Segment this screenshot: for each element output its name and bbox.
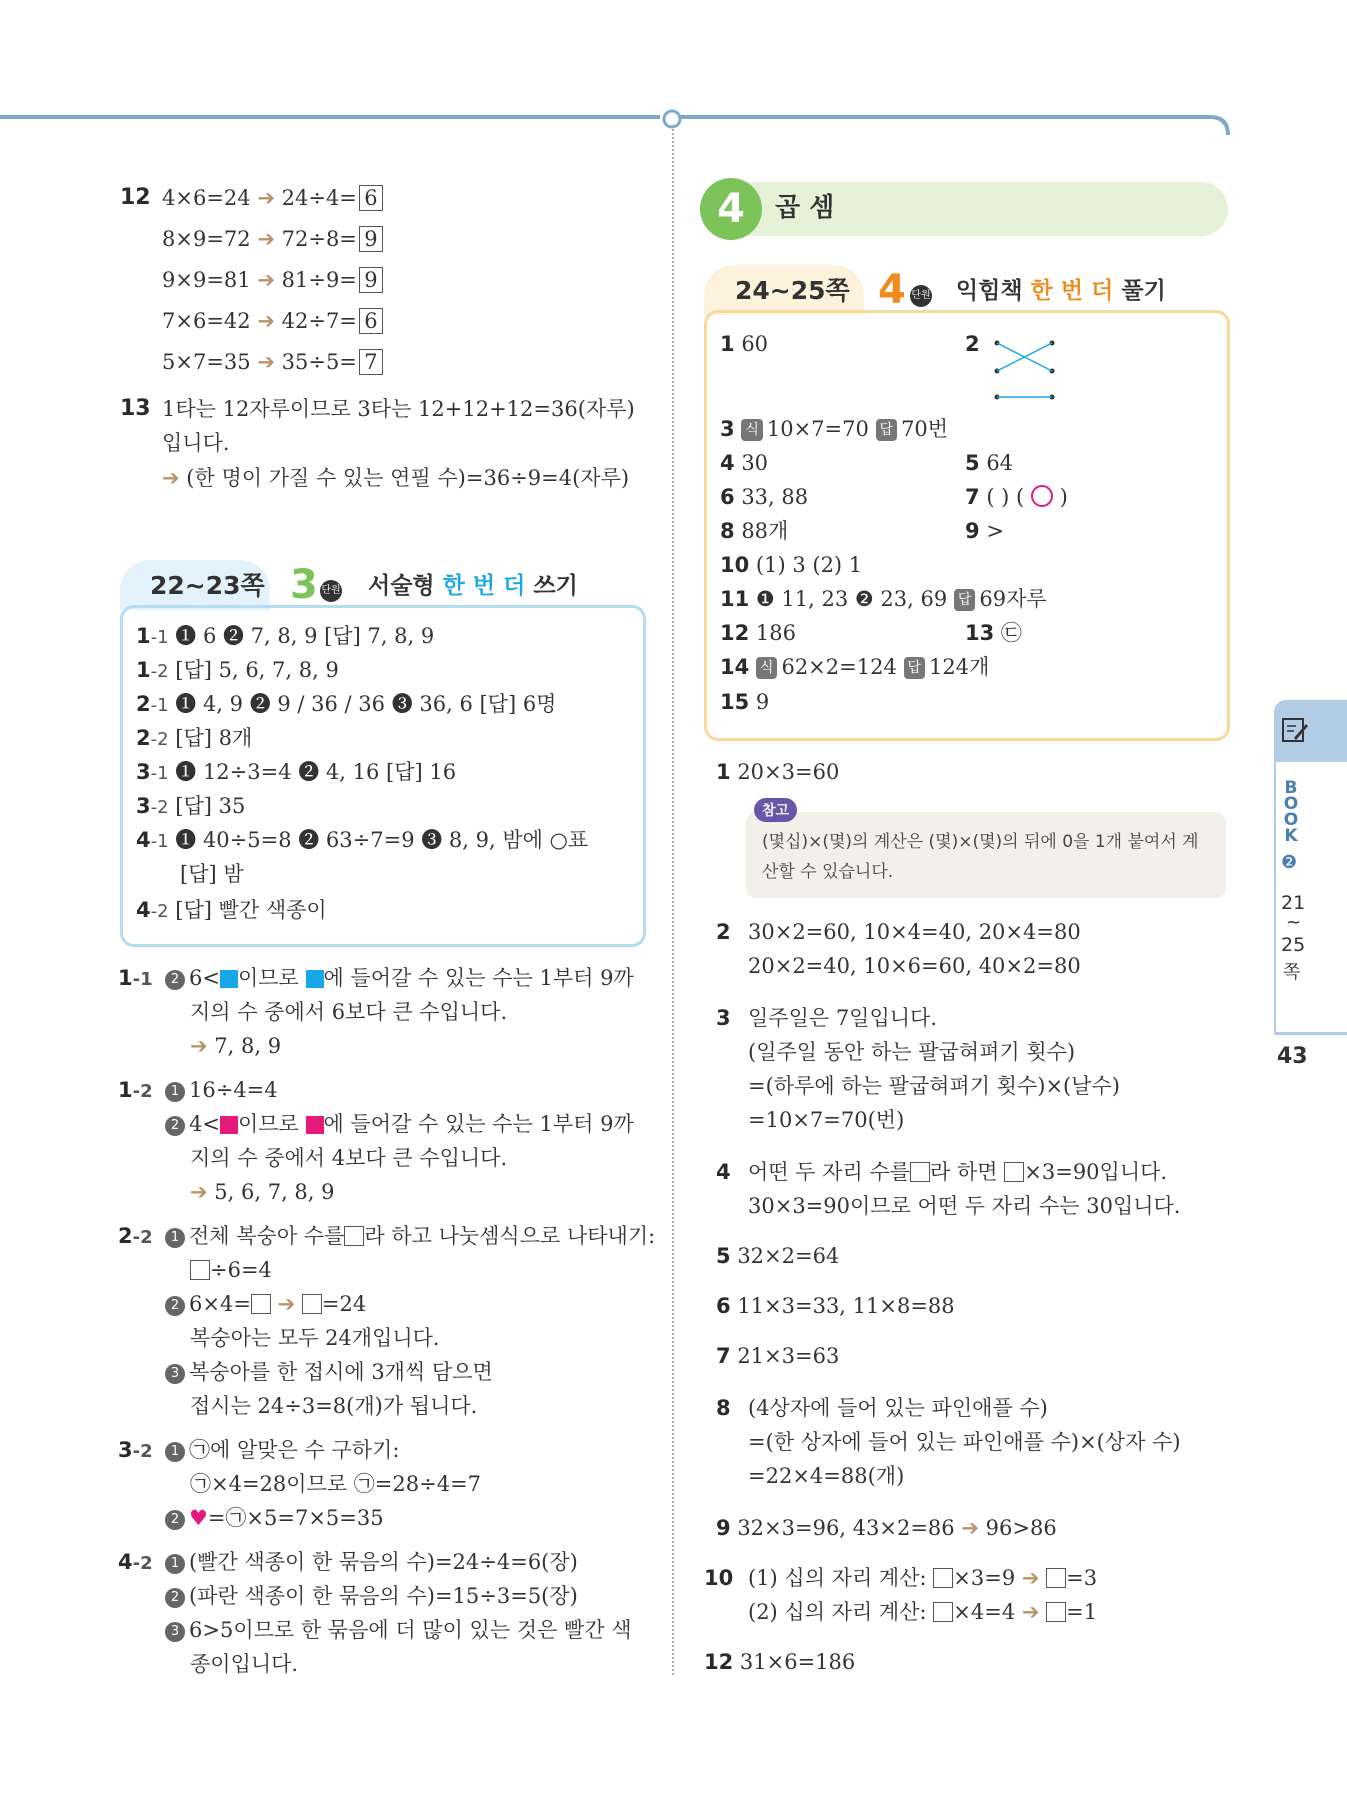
section-pages: 22~23쪽 [150, 571, 265, 600]
question-number: 1 [716, 760, 731, 784]
row-number: 1 [136, 624, 151, 648]
solution-text: 32×2=64 [737, 1244, 840, 1268]
explanation-text: 접시는 24÷3=8(개)가 됩니다. [190, 1394, 478, 1418]
blank-square-icon [251, 1294, 271, 1314]
answer-row [136, 654, 339, 688]
answer-item: 3 식 10×7=70 답 70번 [720, 417, 949, 441]
equation: 8×9=72 [162, 227, 251, 251]
solution-text: =(하루에 하는 팔굽혀펴기 횟수)×(날수) [748, 1074, 1120, 1098]
answer-item: 14 식 62×2=124 답 124개 [720, 655, 990, 679]
blank-square-icon [933, 1602, 953, 1622]
text: 4< [189, 1112, 220, 1136]
text: 전체 복숭아 수를 [189, 1224, 345, 1248]
answer-row [136, 620, 434, 654]
answer-value: 62×2=124 [781, 655, 897, 679]
section-title-highlight: 한 번 더 [442, 573, 526, 599]
answer-value: ) [1059, 485, 1068, 509]
arrow-icon: ➔ [1021, 1566, 1040, 1590]
text: ×4=4 [953, 1600, 1016, 1624]
row-sub: -2 [150, 729, 169, 750]
arrow-icon: ➔ [257, 268, 275, 292]
question-number: 10 [704, 1566, 734, 1590]
solution-text: 21×3=63 [737, 1344, 840, 1368]
section-title [956, 275, 1166, 307]
question-number: 4 [716, 1160, 731, 1184]
answer-tag: 답 [876, 419, 898, 441]
text: ×3=9 [953, 1566, 1016, 1590]
answer-row [136, 790, 245, 824]
heart-icon: ♥ [189, 1506, 208, 1530]
row-text: ❶ 12÷3=4 ❷ 4, 16 [답] 16 [175, 760, 457, 784]
explanation-line [165, 1288, 366, 1320]
answer-row [180, 858, 244, 890]
solution-text: 32×3=96, 43×2=86 [737, 1516, 955, 1540]
arrow-icon: ➔ [257, 309, 275, 333]
answer-item: 12 186 [720, 621, 797, 645]
text: 6< [189, 966, 220, 990]
section-title-part: 익힘책 [956, 278, 1023, 304]
text: 라 하면 [930, 1160, 998, 1184]
row-number: 2 [136, 726, 151, 750]
question-number: 1-2 [118, 1078, 153, 1102]
explanation-text: 지의 수 중에서 4보다 큰 수입니다. [190, 1146, 508, 1170]
arrow-icon: ➔ [1021, 1600, 1040, 1624]
edit-note-icon [1280, 716, 1310, 746]
text: ×3=90입니다. [1024, 1160, 1168, 1184]
explanation-text: 지의 수 중에서 6보다 큰 수입니다. [190, 1000, 508, 1024]
section-title-part: 풀기 [1121, 278, 1166, 304]
question-number: 1-1 [118, 966, 153, 990]
answer-tag: 답 [904, 657, 926, 679]
question-number: 3 [716, 1006, 731, 1030]
text: (빨간 색종이 한 묶음의 수)=24÷4=6(장) [189, 1550, 578, 1574]
solution-text: (4상자에 들어 있는 파인애플 수) [748, 1396, 1048, 1420]
solution-line [748, 1156, 1167, 1188]
equation: 9×9=81 [162, 268, 251, 292]
answer-value: 64 [986, 451, 1014, 475]
question-number: 13 [120, 396, 151, 421]
step-2-icon: 2 [165, 1510, 185, 1530]
blank-square-icon [1046, 1568, 1066, 1588]
step-1-icon: 1 [165, 1228, 185, 1248]
top-border-line [0, 105, 1240, 145]
page-range-unit: 쪽 [1283, 962, 1301, 983]
text: =㉠×5=7×5=35 [207, 1506, 384, 1530]
text: =1 [1066, 1600, 1098, 1624]
row-sub: -1 [150, 627, 169, 648]
text: 5, 6, 7, 8, 9 [214, 1180, 335, 1204]
text: (파란 색종이 한 묶음의 수)=15÷3=5(장) [189, 1584, 578, 1608]
page-number-divider [1274, 1032, 1347, 1035]
step-1-icon: 1 [165, 1442, 185, 1462]
explanation-line [165, 962, 634, 994]
explanation-line [165, 1108, 634, 1140]
explanation-line [190, 1254, 272, 1286]
answer-value: 33, 88 [741, 485, 809, 509]
text: 이므로 [237, 1112, 299, 1136]
unit-number: 3 [290, 562, 318, 608]
text: (2) 십의 자리 계산: [748, 1600, 927, 1624]
chapter-number-badge: 4 [700, 178, 762, 240]
arrow-icon: ➔ [190, 1180, 208, 1204]
text: 복숭아를 한 접시에 3개씩 담으면 [189, 1360, 493, 1384]
solution-text: =22×4=88(개) [748, 1464, 905, 1488]
answer-value: 186 [755, 621, 797, 645]
row-text: [답] 35 [175, 794, 246, 818]
answer-value: ㉢ [1000, 621, 1022, 645]
row-sub: -1 [150, 831, 169, 852]
step-2-icon: 2 [165, 1116, 185, 1136]
answer-tag: 답 [954, 589, 976, 611]
explanation-line [165, 1546, 578, 1578]
text: 16÷4=4 [189, 1078, 278, 1102]
solution-6: 6 11×3=33, 11×8=88 [716, 1294, 955, 1318]
answer-item: 9 > [965, 519, 1004, 543]
unit-number: 4 [878, 267, 906, 313]
step-1-icon: 1 [165, 1082, 185, 1102]
row-text: [답] 빨간 색종이 [175, 898, 327, 922]
answer-row [136, 824, 588, 858]
text: 6×4= [189, 1292, 251, 1316]
step-2-icon: 2 [165, 1296, 185, 1316]
explanation-line [165, 1580, 578, 1612]
solution-text: 20×3=60 [737, 760, 840, 784]
answer-item: 15 9 [720, 690, 770, 714]
solution-1 [716, 756, 839, 788]
step-1-icon: 1 [165, 1554, 185, 1574]
explanation-line [165, 1502, 384, 1534]
row-text: [답] 밤 [180, 862, 244, 886]
question-number: 3-2 [118, 1438, 153, 1462]
blank-square-icon [190, 1260, 210, 1280]
answer-item: 5 64 [965, 451, 1014, 475]
row-number: 3 [136, 794, 151, 818]
solution-line [748, 1596, 1097, 1628]
question-number: 2 [716, 920, 731, 944]
arrow-icon: ➔ [277, 1292, 296, 1316]
solution-text: (한 명이 가질 수 있는 연필 수)=36÷9=4(자루) [186, 466, 630, 490]
answer-box: 6 [359, 308, 383, 334]
unit-label-badge: 단원 [910, 285, 932, 307]
answer-box: 7 [359, 349, 383, 375]
section-title [368, 570, 578, 602]
text: ㉠에 알맞은 수 구하기: [189, 1438, 400, 1462]
section-title-part: 쓰기 [533, 573, 578, 599]
row-number: 2 [136, 692, 151, 716]
answer-value: 30 [741, 451, 769, 475]
row-text: [답] 5, 6, 7, 8, 9 [175, 658, 339, 682]
text: 라 하고 나눗셈식으로 나타내기: [364, 1224, 656, 1248]
answer-item: 11 ❶ 11, 23 ❷ 23, 69 답 69자루 [720, 587, 1047, 611]
row-text: ❶ 6 ❷ 7, 8, 9 [답] 7, 8, 9 [175, 624, 435, 648]
row-text: [답] 8개 [175, 726, 253, 750]
answer-value: 70번 [901, 417, 949, 441]
answer-value: 69자루 [979, 587, 1047, 611]
equation-row [162, 305, 383, 337]
blank-square-icon [1046, 1602, 1066, 1622]
row-number: 4 [136, 898, 151, 922]
division: 24÷4= [281, 186, 357, 210]
equation: 5×7=35 [162, 350, 251, 374]
question-number: 4-2 [118, 1550, 153, 1574]
division: 81÷9= [281, 268, 357, 292]
explanation-text: 복숭아는 모두 24개입니다. [190, 1326, 440, 1350]
equation-row [162, 223, 383, 255]
blank-square-icon [344, 1226, 364, 1246]
formula-tag: 식 [756, 657, 778, 679]
answer-row [136, 894, 327, 928]
row-sub: -2 [150, 661, 169, 682]
text: 에 들어갈 수 있는 수는 1부터 9까 [323, 1112, 634, 1136]
chapter-title: 곱 셈 [775, 193, 835, 223]
equation: 7×6=42 [162, 309, 251, 333]
section-pages: 24~25쪽 [735, 276, 850, 305]
note-tag: 참고 [754, 798, 797, 822]
answer-row [136, 722, 252, 756]
solution-12: 12 31×6=186 [704, 1650, 856, 1674]
solution-5: 5 32×2=64 [716, 1244, 840, 1268]
section-title-highlight: 한 번 더 [1030, 278, 1114, 304]
book-number: ❷ [1281, 852, 1298, 873]
blank-square-icon [1004, 1162, 1024, 1182]
answer-value: (1) 3 (2) 1 [755, 553, 863, 577]
equation: 4×6=24 [162, 186, 251, 210]
blank-square-icon [306, 970, 324, 988]
question-number: 12 [120, 185, 151, 210]
text: 이므로 [237, 966, 299, 990]
answer-box: 6 [359, 185, 383, 211]
answer-value: 10×7=70 [766, 417, 869, 441]
answer-value: 88개 [741, 519, 789, 543]
note-text: (몇십)×(몇)의 계산은 (몇)×(몇)의 뒤에 0을 1개 붙여서 계 [762, 832, 1199, 852]
blank-square-icon [910, 1162, 930, 1182]
solution-text: 96>86 [985, 1516, 1057, 1540]
solution-text: 20×2=40, 10×6=60, 40×2=80 [748, 954, 1081, 978]
solution-text: 30×2=60, 10×4=40, 20×4=80 [748, 920, 1081, 944]
answer-item: 7 ( ) ( ) [965, 485, 1068, 509]
page-range-end: 25 [1281, 934, 1306, 956]
equation-row [162, 264, 383, 296]
solution-text: 31×6=186 [739, 1650, 856, 1674]
answer-item: 6 33, 88 [720, 485, 809, 509]
row-sub: -1 [150, 763, 169, 784]
text: 6>5이므로 한 묶음에 더 많이 있는 것은 빨간 색 [189, 1618, 632, 1642]
arrow-icon: ➔ [162, 466, 180, 490]
answer-value: 124개 [929, 655, 990, 679]
solution-line [162, 462, 629, 494]
row-number: 4 [136, 828, 151, 852]
answer-item: 13 ㉢ [965, 621, 1022, 645]
arrow-icon: ➔ [257, 227, 275, 251]
row-sub: -2 [150, 901, 169, 922]
row-text: ❶ 4, 9 ❷ 9 / 36 / 36 ❸ 36, 6 [답] 6명 [175, 692, 557, 716]
answer-item: 10 (1) 3 (2) 1 [720, 553, 863, 577]
blank-square-icon [933, 1568, 953, 1588]
explanation-line [190, 1176, 335, 1208]
step-2-icon: 2 [165, 970, 185, 990]
answer-value: ( ) ( [986, 485, 1025, 509]
explanation-text: 종이입니다. [190, 1652, 299, 1676]
answer-box: 9 [359, 267, 383, 293]
arrow-icon: ➔ [190, 1034, 208, 1058]
row-sub: -2 [150, 797, 169, 818]
text: =24 [321, 1292, 367, 1316]
text: 에 들어갈 수 있는 수는 1부터 9까 [323, 966, 634, 990]
text: (1) 십의 자리 계산: [748, 1566, 927, 1590]
row-sub: -1 [150, 695, 169, 716]
note-text: 산할 수 있습니다. [762, 862, 894, 882]
arrow-icon: ➔ [257, 186, 275, 210]
answer-item: 1 60 [720, 332, 769, 356]
solution-text: 입니다. [162, 431, 230, 455]
question-number: 8 [716, 1396, 731, 1420]
column-divider [672, 125, 674, 1675]
explanation-line [165, 1220, 655, 1252]
text: ÷6=4 [210, 1258, 272, 1282]
answer-value: > [986, 519, 1004, 543]
equation-row [162, 182, 383, 214]
solution-text: (일주일 동안 하는 팔굽혀펴기 횟수) [748, 1040, 1076, 1064]
explanation-text: ㉠×4=28이므로 ㉠=28÷4=7 [190, 1472, 482, 1496]
row-number: 1 [136, 658, 151, 682]
row-number: 3 [136, 760, 151, 784]
section-title-part: 서술형 [368, 573, 435, 599]
answer-item: 8 88개 [720, 519, 789, 543]
solution-text: 일주일은 7일입니다. [748, 1006, 937, 1030]
formula-tag: 식 [741, 419, 763, 441]
row-text: ❶ 40÷5=8 ❷ 63÷7=9 ❸ 8, 9, 밤에 ○표 [175, 828, 589, 852]
circle-mark-icon [1031, 485, 1053, 507]
answer-box: 9 [359, 226, 383, 252]
explanation-line [190, 1030, 281, 1062]
solution-text: 11×3=33, 11×8=88 [737, 1294, 955, 1318]
explanation-line [165, 1356, 493, 1388]
division: 35÷5= [281, 350, 357, 374]
page-range-start: 21 [1281, 892, 1306, 914]
page-number: 43 [1277, 1044, 1308, 1069]
text: 어떤 두 자리 수를 [748, 1160, 911, 1184]
solution-line [748, 1562, 1097, 1594]
text: 7, 8, 9 [214, 1034, 282, 1058]
answer-value: ❶ 11, 23 ❷ 23, 69 [755, 587, 948, 611]
solution-9: 9 32×3=96, 43×2=86 ➔ 96>86 [716, 1516, 1057, 1540]
page-range-tilde: ~ [1286, 912, 1302, 933]
book-label: BOOK [1283, 778, 1299, 846]
step-2-icon: 2 [165, 1588, 185, 1608]
answer-value: 60 [741, 332, 769, 356]
answer-item: 2 [965, 332, 980, 356]
answer-row [136, 688, 556, 722]
text: =3 [1066, 1566, 1098, 1590]
answer-item: 4 30 [720, 451, 769, 475]
solution-text: =10×7=70(번) [748, 1108, 905, 1132]
solution-7: 7 21×3=63 [716, 1344, 840, 1368]
blank-square-icon [220, 970, 238, 988]
division: 42÷7= [281, 309, 357, 333]
question-number: 2-2 [118, 1224, 153, 1248]
blank-square-icon [302, 1294, 322, 1314]
unit-label-badge: 단원 [320, 580, 342, 602]
explanation-line [165, 1614, 632, 1646]
blank-square-icon [306, 1116, 324, 1134]
matching-lines-diagram [990, 335, 1060, 405]
answer-value: 9 [755, 690, 770, 714]
explanation-line [165, 1074, 278, 1106]
answer-row [136, 756, 456, 790]
division: 72÷8= [281, 227, 357, 251]
solution-text: =(한 상자에 들어 있는 파인애플 수)×(상자 수) [748, 1430, 1181, 1454]
explanation-line [165, 1434, 399, 1466]
solution-text: 30×3=90이므로 어떤 두 자리 수는 30입니다. [748, 1194, 1181, 1218]
step-3-icon: 3 [165, 1364, 185, 1384]
step-3-icon: 3 [165, 1622, 185, 1642]
arrow-icon: ➔ [961, 1516, 979, 1540]
arrow-icon: ➔ [257, 350, 275, 374]
equation-row [162, 346, 383, 378]
blank-square-icon [220, 1116, 238, 1134]
solution-text: 1타는 12자루이므로 3타는 12+12+12=36(자루) [162, 397, 635, 421]
